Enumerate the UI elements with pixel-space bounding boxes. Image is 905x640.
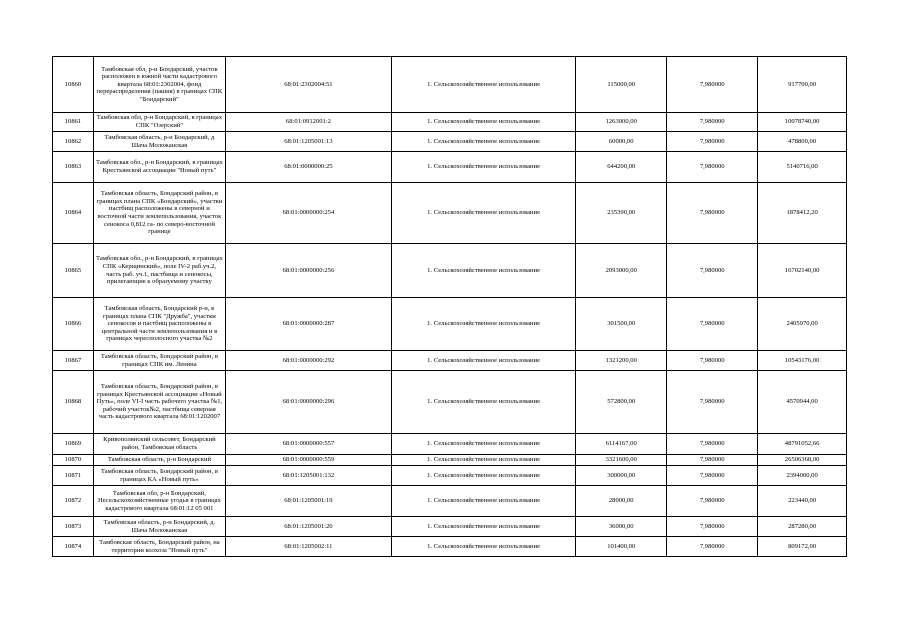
table-row (53, 486, 847, 517)
table-row (53, 57, 847, 113)
row-number: 10860 (53, 57, 94, 113)
cadastral-value: 5140716,00 (758, 152, 847, 183)
area: 1321200,00 (576, 351, 667, 371)
area: 115000,00 (576, 57, 667, 113)
rate: 7,980000 (667, 298, 758, 351)
row-number: 10871 (53, 466, 94, 486)
rate: 7,980000 (667, 183, 758, 244)
table-row (53, 244, 847, 298)
rate: 7,980000 (667, 371, 758, 434)
table-row (53, 183, 847, 244)
table-row (53, 113, 847, 132)
land-use: 1. Сельскохозяйственное использование (391, 455, 575, 466)
location-description: Кривополянский сельсовет, Бондарский район, Тамбовская область (93, 434, 225, 455)
table-row (53, 152, 847, 183)
area: 2093000,00 (576, 244, 667, 298)
cadastral-value: 10078740,00 (758, 113, 847, 132)
row-number: 10872 (53, 486, 94, 517)
area: 101400,00 (576, 537, 667, 557)
cadastral-value: 2394000,00 (758, 466, 847, 486)
area: 300000,00 (576, 466, 667, 486)
row-number: 10869 (53, 434, 94, 455)
area: 60000,00 (576, 132, 667, 152)
cadastral-value: 287280,00 (758, 517, 847, 537)
rate: 7,980000 (667, 132, 758, 152)
location-description: Тамбовская область, р-н Бондарский (93, 455, 225, 466)
location-description: Тамбовская область, Бондарский район, в границах Крестьянской ассоциации «Новый Путь», поле VI-I часть рабочего участка №1, рабочий участок№2, пастбища северная часть кадастрового квартала 68:01:1202007 (93, 371, 225, 434)
land-use: 1. Сельскохозяйственное использование (391, 132, 575, 152)
area: 36000,00 (576, 517, 667, 537)
land-use: 1. Сельскохозяйственное использование (391, 351, 575, 371)
land-use: 1. Сельскохозяйственное использование (391, 152, 575, 183)
area: 644200,00 (576, 152, 667, 183)
table-row (53, 517, 847, 537)
area: 1263000,00 (576, 113, 667, 132)
location-description: Тамбовская область, Бондарский р-н, в границах плана СПК "Дружба", участки сенокосов и пастбищ расположены в центральной части землепользования и в границах чересполосного участка №2 (93, 298, 225, 351)
row-number: 10865 (53, 244, 94, 298)
location-description: Тамбовская область, р-н Бондарский, д Шача Моложанская (93, 132, 225, 152)
location-description: Тамбовская область, Бондарский район, на территории колхоза "Новый путь" (93, 537, 225, 557)
land-use: 1. Сельскохозяйственное использование (391, 466, 575, 486)
row-number: 10861 (53, 113, 94, 132)
table-row (53, 132, 847, 152)
location-description: Тамбовская обл, р-н Бондарский, Несельскохозяйственные угодья в границах кадастрового квартала 68:01:12 05 001 (93, 486, 225, 517)
cadastral-number: 68:01:0000000:557 (225, 434, 391, 455)
cadastral-number: 68:01:0000000:559 (225, 455, 391, 466)
cadastral-number: 68:01:1205001:19 (225, 486, 391, 517)
land-use: 1. Сельскохозяйственное использование (391, 371, 575, 434)
cadastral-number: 68:01:0000000:254 (225, 183, 391, 244)
row-number: 10864 (53, 183, 94, 244)
rate: 7,980000 (667, 434, 758, 455)
land-use: 1. Сельскохозяйственное использование (391, 486, 575, 517)
cadastral-value: 1878412,20 (758, 183, 847, 244)
area: 301500,00 (576, 298, 667, 351)
area: 28000,00 (576, 486, 667, 517)
land-use: 1. Сельскохозяйственное использование (391, 244, 575, 298)
cadastral-value: 26506368,00 (758, 455, 847, 466)
row-number: 10863 (53, 152, 94, 183)
area: 572800,00 (576, 371, 667, 434)
land-table-body (53, 57, 847, 557)
row-number: 10873 (53, 517, 94, 537)
location-description: Тамбовская область, Бондарский район, в границах плана СПК «Бондарский», участки пастбищ расположены в северной и восточной части землепользования, участок сенокоса 0,812 га- по северо-восточной границе (93, 183, 225, 244)
area: 6114167,00 (576, 434, 667, 455)
rate: 7,980000 (667, 517, 758, 537)
location-description: Тамбовская область, Бондарский район, в границах КА «Новый путь» (93, 466, 225, 486)
cadastral-number: 68:01:0000000:25 (225, 152, 391, 183)
cadastral-number: 68:01:1205001:13 (225, 132, 391, 152)
table-row (53, 298, 847, 351)
row-number: 10868 (53, 371, 94, 434)
land-use: 1. Сельскохозяйственное использование (391, 517, 575, 537)
row-number: 10866 (53, 298, 94, 351)
location-description: Тамбовская обл, р-н Бондарский, в границах СПК "Озерский" (93, 113, 225, 132)
cadastral-value: 10543176,00 (758, 351, 847, 371)
land-use: 1. Сельскохозяйственное использование (391, 57, 575, 113)
cadastral-number: 68:01:1205002:11 (225, 537, 391, 557)
cadastral-number: 68:01:1205001:20 (225, 517, 391, 537)
cadastral-number: 68:01:0000000:296 (225, 371, 391, 434)
row-number: 10862 (53, 132, 94, 152)
location-description: Тамбовская область, Бондарский район, в границах СПК им. Ленина (93, 351, 225, 371)
rate: 7,980000 (667, 537, 758, 557)
area: 235390,00 (576, 183, 667, 244)
cadastral-value: 223440,00 (758, 486, 847, 517)
area: 3321600,00 (576, 455, 667, 466)
rate: 7,980000 (667, 244, 758, 298)
rate: 7,980000 (667, 466, 758, 486)
rate: 7,980000 (667, 113, 758, 132)
table-row (53, 466, 847, 486)
cadastral-value: 478800,00 (758, 132, 847, 152)
rate: 7,980000 (667, 57, 758, 113)
rate: 7,980000 (667, 351, 758, 371)
cadastral-number: 68:01:0000000:292 (225, 351, 391, 371)
cadastral-value: 48791052,66 (758, 434, 847, 455)
row-number: 10874 (53, 537, 94, 557)
cadastral-number: 68:01:1205001:132 (225, 466, 391, 486)
cadastral-value: 4570944,00 (758, 371, 847, 434)
table-row (53, 537, 847, 557)
location-description: Тамбовская обл., р-н Бондарский, в границах Крестьянской ассоциации "Новый путь" (93, 152, 225, 183)
rate: 7,980000 (667, 152, 758, 183)
row-number: 10867 (53, 351, 94, 371)
cadastral-number: 68:01:2302004:51 (225, 57, 391, 113)
cadastral-value: 917700,00 (758, 57, 847, 113)
land-use: 1. Сельскохозяйственное использование (391, 434, 575, 455)
rate: 7,980000 (667, 486, 758, 517)
cadastral-number: 68:01:0000000:256 (225, 244, 391, 298)
rate: 7,980000 (667, 455, 758, 466)
location-description: Тамбовская область, р-н Бондарский, д. Шача Моложанская (93, 517, 225, 537)
cadastral-number: 68:01:0000000:287 (225, 298, 391, 351)
table-row (53, 351, 847, 371)
table-row (53, 455, 847, 466)
land-table (52, 56, 847, 557)
land-use: 1. Сельскохозяйственное использование (391, 183, 575, 244)
location-description: Тамбовская обл., р-н Бондарский, в границах СПК «Керщинский», поле IV-2 раб.уч.2, часть раб. уч.1, пастбища и сенокосы, прилегающие к образуемому участку (93, 244, 225, 298)
cadastral-value: 2405970,00 (758, 298, 847, 351)
land-use: 1. Сельскохозяйственное использование (391, 537, 575, 557)
location-description: Тамбовская обл, р-н Бондарский, участок расположен в южной части кадастрового квартала 68:01:2302004, фонд перераспределения (пашня) в границах СПК "Бондарский" (93, 57, 225, 113)
land-use: 1. Сельскохозяйственное использование (391, 298, 575, 351)
cadastral-value: 809172,00 (758, 537, 847, 557)
table-row (53, 434, 847, 455)
cadastral-value: 16702140,00 (758, 244, 847, 298)
table-row (53, 371, 847, 434)
land-use: 1. Сельскохозяйственное использование (391, 113, 575, 132)
cadastral-number: 68:01:0912001:2 (225, 113, 391, 132)
row-number: 10870 (53, 455, 94, 466)
